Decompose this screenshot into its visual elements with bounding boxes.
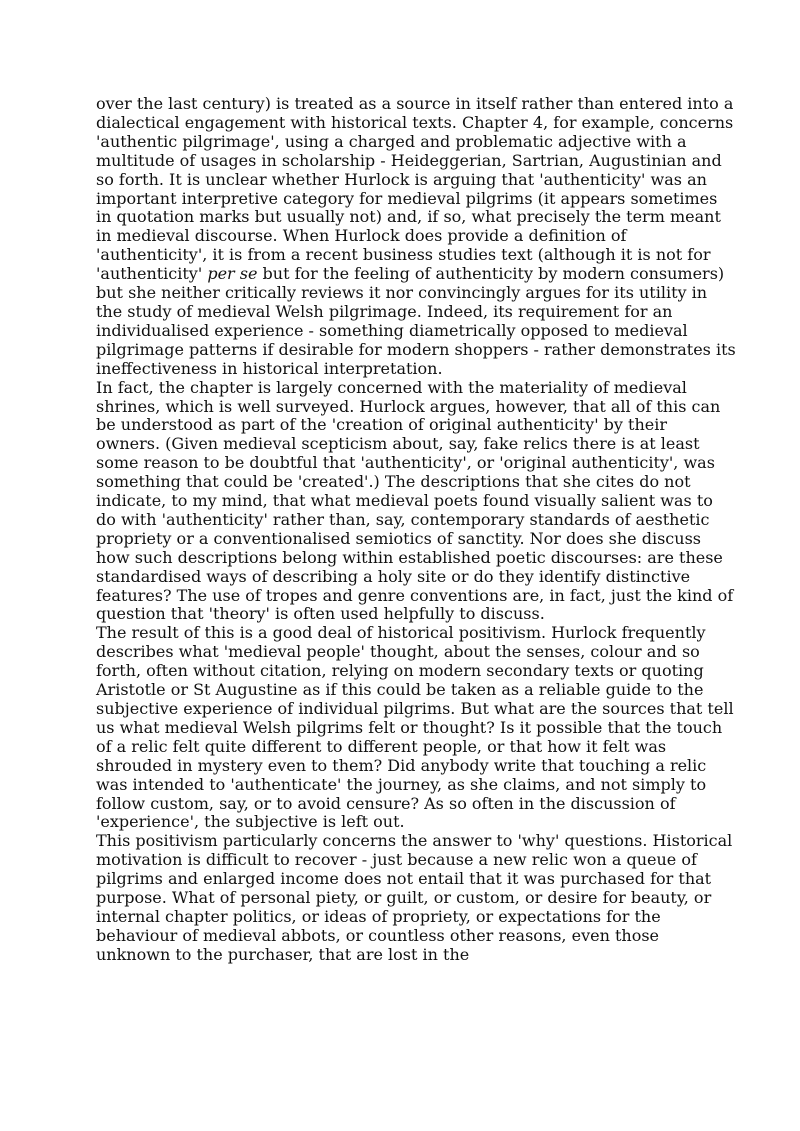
paragraph-4: This positivism particularly concerns the answer to 'why' questions. Historical motivation is difficult to recover - just because a new relic won a queue of pilgrims and enlarged income does not entail that it was purchased for that purpose. What of personal piety, or guilt, or custom, or desire for beauty, or internal chapter politics, or ideas of propriety, or expectations for the behaviour of medieval abbots, or countless other reasons, even those unknown to the purchaser, that are lost in the — [96, 831, 733, 964]
paragraph-3: The result of this is a good deal of historical positivism. Hurlock frequently describes what 'medieval people' thought, about the senses, colour and so forth, often without citation, relying on modern secondary texts or quoting Aristotle or St Augustine as if this could be taken as a reliable guide to the subjective experience of individual pilgrims. But what are the sources that tell us what medieval Welsh pilgrims felt or thought? Is it possible that the touch of a relic felt quite different to different people, or that how it felt was shrouded in mystery even to them? Did anybody write that touching a relic was intended to 'authenticate' the journey, as she claims, and not simply to follow custom, say, or to avoid censure? As so often in the discussion of 'experience', the subjective is left out. — [96, 623, 734, 832]
paragraph-2: In fact, the chapter is largely concerned with the materiality of medieval shrines, which is well surveyed. Hurlock argues, however, that all of this can be understood as part of the 'creation of original authenticity' by their owners. (Given medieval scepticism about, say, fake relics there is at least some reason to be doubtful that 'authenticity', or 'original authenticity', was something that could be 'created'.) The descriptions that she cites do not indicate, to my mind, that what medieval poets found visually salient was to do with 'authenticity' rather than, say, contemporary standards of aesthetic propriety or a conventionalised semiotics of sanctity. Nor does she discuss how such descriptions belong within established poetic discourses: are these standardised ways of describing a holy site or do they identify distinctive features? The use of tropes and genre conventions are, in fact, just the kind of question that 'theory' is often used helpfully to discuss. — [96, 377, 734, 624]
paragraph-1-italic-term: per se — [207, 264, 258, 284]
paragraph-1-text-b: but for the feeling of authenticity by modern consumers) but she neither critically reviews it nor convincingly argues for its utility in the study of medieval Welsh pilgrimage. Indeed, its requirement for an individualised experience - something diametrically opposed to medieval pilgrimage patterns if desirable for modern shoppers - rather demonstrates its ineffectiveness in historical interpretation. — [96, 264, 736, 378]
paragraph-1-text-a: over the last century) is treated as a source in itself rather than entered into a dialectical engagement with historical texts. Chapter 4, for example, concerns 'authentic pilgrimage', using a charged and problematic adjective with a multitude of usages in scholarship - Heideggerian, Sartrian, Augustinian and so forth. It is unclear whether Hurlock is arguing that 'authenticity' was an important interpretive category for medieval pilgrims (it appears sometimes in quotation marks but usually not) and, if so, what precisely the term meant in medieval discourse. When Hurlock does provide a definition of 'authenticity', it is from a recent business studies text (although it is not for 'authenticity' — [96, 94, 734, 284]
document-page — [96, 95, 736, 965]
paragraph-1 — [96, 95, 736, 379]
